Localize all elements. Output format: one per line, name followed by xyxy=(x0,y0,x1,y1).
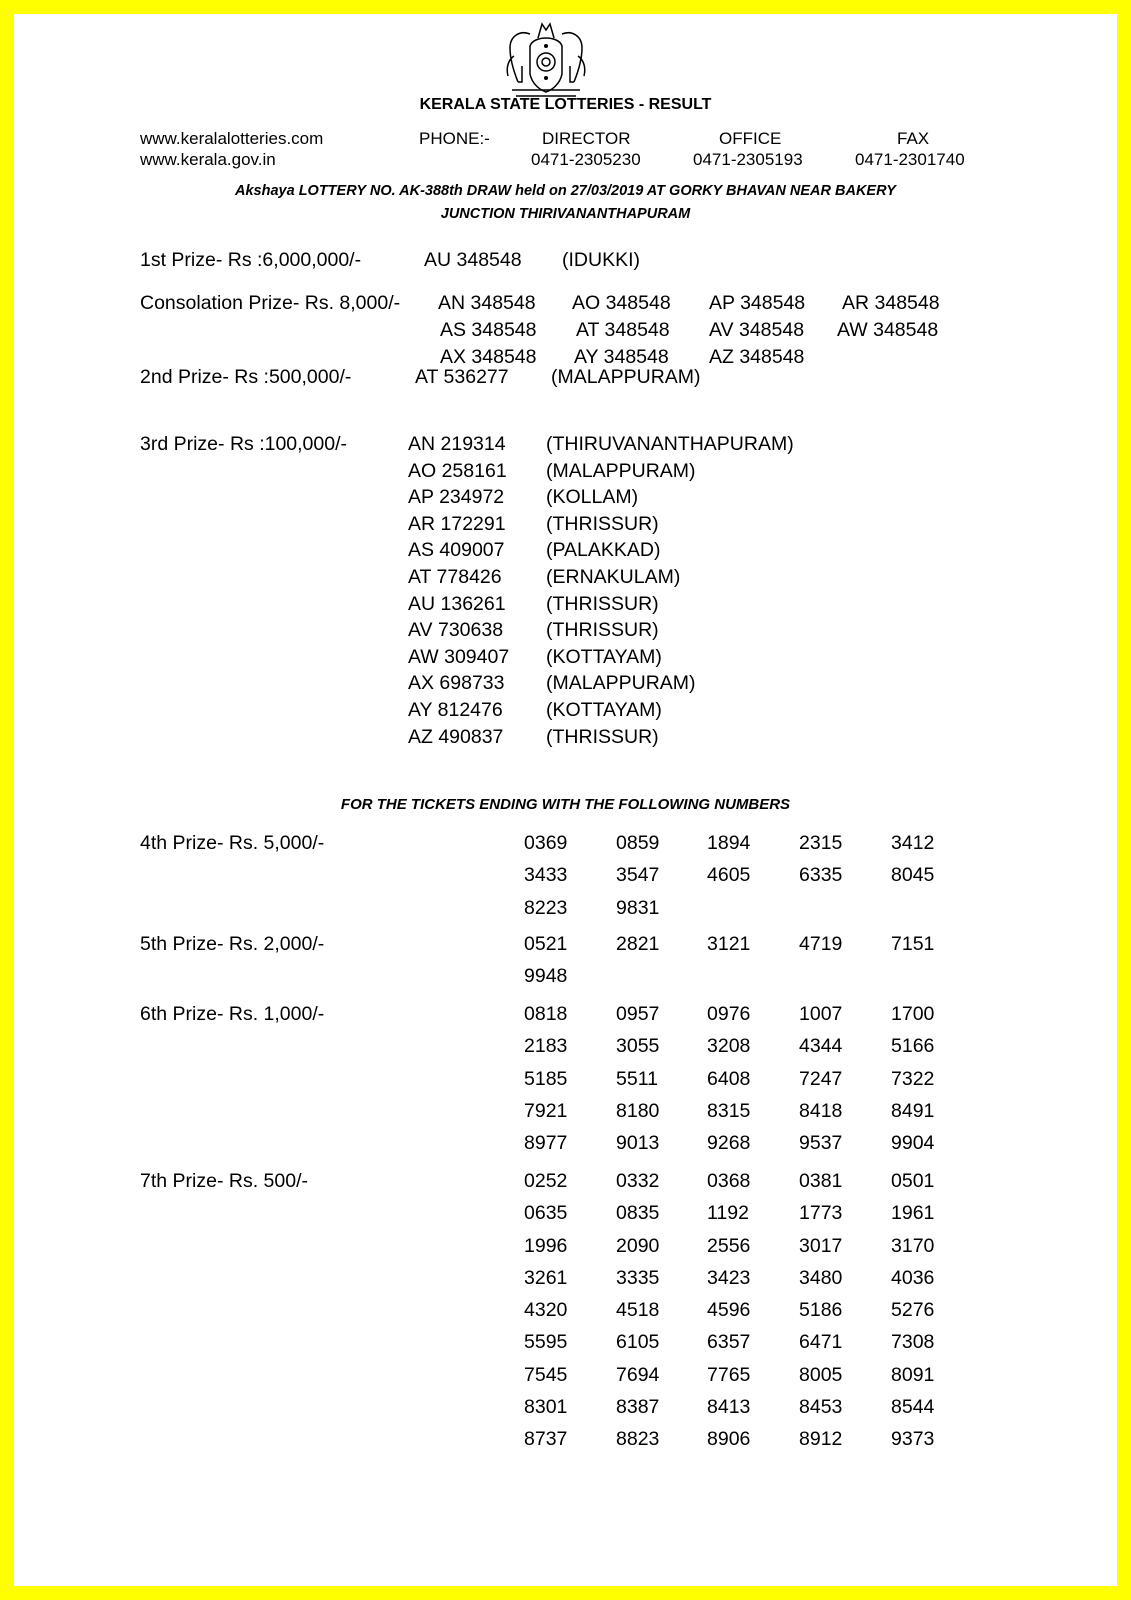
consolation-ticket: AY 348548 xyxy=(574,346,669,368)
winning-number: 5511 xyxy=(616,1067,658,1090)
consolation-ticket: AX 348548 xyxy=(440,346,537,368)
winning-number: 7545 xyxy=(524,1363,568,1386)
winning-number: 2090 xyxy=(616,1234,660,1257)
winning-number: 8091 xyxy=(891,1363,935,1386)
winning-number: 1894 xyxy=(707,832,751,854)
winning-number: 7151 xyxy=(891,933,935,955)
winning-number: 1007 xyxy=(799,1003,843,1025)
third-prize-row xyxy=(408,433,828,460)
winning-number: 8977 xyxy=(524,1132,568,1155)
consolation-ticket: AV 348548 xyxy=(709,319,805,341)
winning-number: 8223 xyxy=(524,896,568,919)
winning-number: 6357 xyxy=(707,1331,751,1354)
winning-number: 1700 xyxy=(891,1003,935,1025)
winning-number: 8491 xyxy=(891,1099,935,1122)
winning-number: 4596 xyxy=(707,1299,751,1322)
winning-number: 0635 xyxy=(524,1202,568,1225)
draw-info-line-1: Akshaya LOTTERY NO. AK-388th DRAW held on 27/03/2019 AT GORKY BHAVAN NEAR BAKERY xyxy=(235,183,896,199)
winning-number: 8387 xyxy=(616,1396,660,1419)
winning-number: 8823 xyxy=(616,1428,660,1451)
winning-number: 3121 xyxy=(707,933,751,955)
winning-number: 0368 xyxy=(707,1170,751,1192)
winning-number: 0501 xyxy=(891,1170,935,1192)
winning-number: 8005 xyxy=(799,1363,843,1386)
consolation-ticket: AS 348548 xyxy=(440,319,537,341)
winning-number: 9013 xyxy=(616,1132,660,1155)
winning-number: 3208 xyxy=(707,1035,751,1058)
third-prize-district: (KOTTAYAM) xyxy=(546,698,662,721)
sixth-prize-label: 6th Prize- Rs. 1,000/- xyxy=(140,1003,325,1025)
third-prize-row xyxy=(408,486,828,513)
third-prize-row xyxy=(408,539,828,566)
fourth-prize-label: 4th Prize- Rs. 5,000/- xyxy=(140,832,325,854)
winning-number: 9831 xyxy=(616,896,660,919)
winning-number: 8912 xyxy=(799,1428,843,1451)
page-title: KERALA STATE LOTTERIES - RESULT xyxy=(419,96,712,113)
third-prize-row xyxy=(408,699,828,726)
fifth-prize-label: 5th Prize- Rs. 2,000/- xyxy=(140,933,325,955)
consolation-ticket: AZ 348548 xyxy=(709,346,805,368)
winning-number: 0859 xyxy=(616,832,660,854)
winning-number: 7247 xyxy=(799,1067,843,1090)
winning-number: 7694 xyxy=(616,1363,660,1386)
winning-number: 5276 xyxy=(891,1299,935,1322)
winning-number: 5595 xyxy=(524,1331,568,1354)
winning-number: 8737 xyxy=(524,1428,568,1451)
winning-number: 0976 xyxy=(707,1003,751,1025)
third-prize-district: (THRISSUR) xyxy=(546,512,659,535)
winning-number: 0252 xyxy=(524,1170,568,1192)
winning-number: 0332 xyxy=(616,1170,660,1192)
third-prize-district: (THIRUVANANTHAPURAM) xyxy=(546,433,794,455)
winning-number: 4518 xyxy=(616,1299,660,1322)
third-prize-row xyxy=(408,726,828,753)
third-prize-row xyxy=(408,619,828,646)
kerala-emblem-icon xyxy=(500,16,592,98)
winning-number: 8418 xyxy=(799,1099,843,1122)
winning-number: 1773 xyxy=(799,1202,843,1225)
winning-number: 8180 xyxy=(616,1099,660,1122)
fax-number: 0471-2301740 xyxy=(855,150,965,169)
consolation-ticket: AT 348548 xyxy=(576,319,670,341)
phone-label: PHONE:- xyxy=(419,129,490,148)
winning-number: 2556 xyxy=(707,1234,751,1257)
winning-number: 1961 xyxy=(891,1202,935,1225)
third-prize-district: (MALAPPURAM) xyxy=(546,672,696,695)
third-prize-ticket: AU 136261 xyxy=(408,592,506,615)
winning-number: 4320 xyxy=(524,1299,568,1322)
winning-number: 2821 xyxy=(616,933,660,955)
third-prize-ticket: AS 409007 xyxy=(408,539,505,562)
winning-number: 8453 xyxy=(799,1396,843,1419)
winning-number: 8045 xyxy=(891,864,935,887)
third-prize-row xyxy=(408,672,828,699)
consolation-ticket: AW 348548 xyxy=(837,319,939,341)
ending-numbers-heading: FOR THE TICKETS ENDING WITH THE FOLLOWING NUMBERS xyxy=(340,796,791,813)
winning-number: 7308 xyxy=(891,1331,935,1354)
winning-number: 9373 xyxy=(891,1428,935,1451)
second-prize-ticket: AT 536277 xyxy=(415,366,509,388)
winning-number: 3335 xyxy=(616,1266,660,1289)
winning-number: 3433 xyxy=(524,864,568,887)
consolation-ticket: AO 348548 xyxy=(572,292,671,314)
winning-number: 7322 xyxy=(891,1067,935,1090)
winning-number: 3055 xyxy=(616,1035,660,1058)
director-phone: 0471-2305230 xyxy=(531,150,641,169)
winning-number: 0835 xyxy=(616,1202,660,1225)
winning-number: 7765 xyxy=(707,1363,751,1386)
winning-number: 6408 xyxy=(707,1067,751,1090)
third-prize-row xyxy=(408,646,828,673)
winning-number: 0381 xyxy=(799,1170,843,1192)
winning-number: 0957 xyxy=(616,1003,660,1025)
draw-info-line-2: JUNCTION THIRIVANANTHAPURAM xyxy=(440,206,691,222)
third-prize-row xyxy=(408,566,828,593)
winning-number: 8906 xyxy=(707,1428,751,1451)
winning-number: 8544 xyxy=(891,1396,935,1419)
winning-number: 4719 xyxy=(799,933,843,955)
first-prize-district: (IDUKKI) xyxy=(562,249,640,271)
winning-number: 3547 xyxy=(616,864,660,887)
winning-number: 9537 xyxy=(799,1132,843,1155)
third-prize-ticket: AZ 490837 xyxy=(408,725,504,748)
winning-number: 5186 xyxy=(799,1299,843,1322)
third-prize-label: 3rd Prize- Rs :100,000/- xyxy=(140,433,348,455)
third-prize-ticket: AV 730638 xyxy=(408,619,504,642)
third-prize-ticket: AT 778426 xyxy=(408,565,502,588)
winning-number: 9268 xyxy=(707,1132,751,1155)
seventh-prize-label: 7th Prize- Rs. 500/- xyxy=(140,1170,308,1192)
winning-number: 0818 xyxy=(524,1003,568,1025)
fax-label: FAX xyxy=(897,129,930,148)
third-prize-district: (ERNAKULAM) xyxy=(546,565,681,588)
second-prize-label: 2nd Prize- Rs :500,000/- xyxy=(140,366,352,388)
winning-number: 3412 xyxy=(891,832,935,854)
third-prize-district: (KOTTAYAM) xyxy=(546,645,662,668)
winning-number: 2315 xyxy=(799,832,843,854)
third-prize-district: (MALAPPURAM) xyxy=(546,459,696,482)
winning-number: 4605 xyxy=(707,864,751,887)
third-prize-list xyxy=(408,433,828,752)
third-prize-ticket: AR 172291 xyxy=(408,512,506,535)
third-prize-ticket: AY 812476 xyxy=(408,698,503,721)
winning-number: 9904 xyxy=(891,1132,935,1155)
third-prize-ticket: AW 309407 xyxy=(408,645,510,668)
office-label: OFFICE xyxy=(719,129,782,148)
director-label: DIRECTOR xyxy=(542,129,631,148)
winning-number: 6105 xyxy=(616,1331,660,1354)
winning-number: 0369 xyxy=(524,832,568,854)
winning-number: 3170 xyxy=(891,1234,935,1257)
third-prize-ticket: AX 698733 xyxy=(408,672,505,695)
third-prize-ticket: AP 234972 xyxy=(408,486,505,509)
third-prize-district: (PALAKKAD) xyxy=(546,539,661,562)
winning-number: 5185 xyxy=(524,1067,568,1090)
winning-number: 1192 xyxy=(707,1202,749,1225)
consolation-ticket: AR 348548 xyxy=(842,292,940,314)
third-prize-district: (KOLLAM) xyxy=(546,486,639,509)
winning-number: 9948 xyxy=(524,965,568,988)
winning-number: 7921 xyxy=(524,1099,568,1122)
winning-number: 2183 xyxy=(524,1035,568,1058)
winning-number: 3423 xyxy=(707,1266,751,1289)
winning-number: 0521 xyxy=(524,933,568,955)
winning-number: 3017 xyxy=(799,1234,843,1257)
first-prize-label: 1st Prize- Rs :6,000,000/- xyxy=(140,249,362,271)
first-prize-ticket: AU 348548 xyxy=(424,249,522,271)
website-link-1[interactable]: www.keralalotteries.com xyxy=(140,129,324,148)
winning-number: 3480 xyxy=(799,1266,843,1289)
third-prize-row xyxy=(408,460,828,487)
winning-number: 1996 xyxy=(524,1234,568,1257)
website-link-2[interactable]: www.kerala.gov.in xyxy=(140,150,276,169)
office-phone: 0471-2305193 xyxy=(693,150,803,169)
winning-number: 3261 xyxy=(524,1266,568,1289)
winning-number: 6471 xyxy=(799,1331,843,1354)
winning-number: 8413 xyxy=(707,1396,751,1419)
third-prize-district: (THRISSUR) xyxy=(546,592,659,615)
winning-number: 8315 xyxy=(707,1099,751,1122)
third-prize-ticket: AO 258161 xyxy=(408,459,507,482)
winning-number: 6335 xyxy=(799,864,843,887)
third-prize-district: (THRISSUR) xyxy=(546,619,659,642)
third-prize-district: (THRISSUR) xyxy=(546,725,659,748)
winning-number: 5166 xyxy=(891,1035,935,1058)
winning-number: 8301 xyxy=(524,1396,568,1419)
winning-number: 4036 xyxy=(891,1266,935,1289)
third-prize-ticket: AN 219314 xyxy=(408,433,506,455)
consolation-prize-label: Consolation Prize- Rs. 8,000/- xyxy=(140,292,401,314)
third-prize-row xyxy=(408,513,828,540)
third-prize-row xyxy=(408,593,828,620)
second-prize-district: (MALAPPURAM) xyxy=(551,366,701,388)
winning-number: 4344 xyxy=(799,1035,843,1058)
consolation-ticket: AP 348548 xyxy=(709,292,806,314)
consolation-ticket: AN 348548 xyxy=(438,292,536,314)
